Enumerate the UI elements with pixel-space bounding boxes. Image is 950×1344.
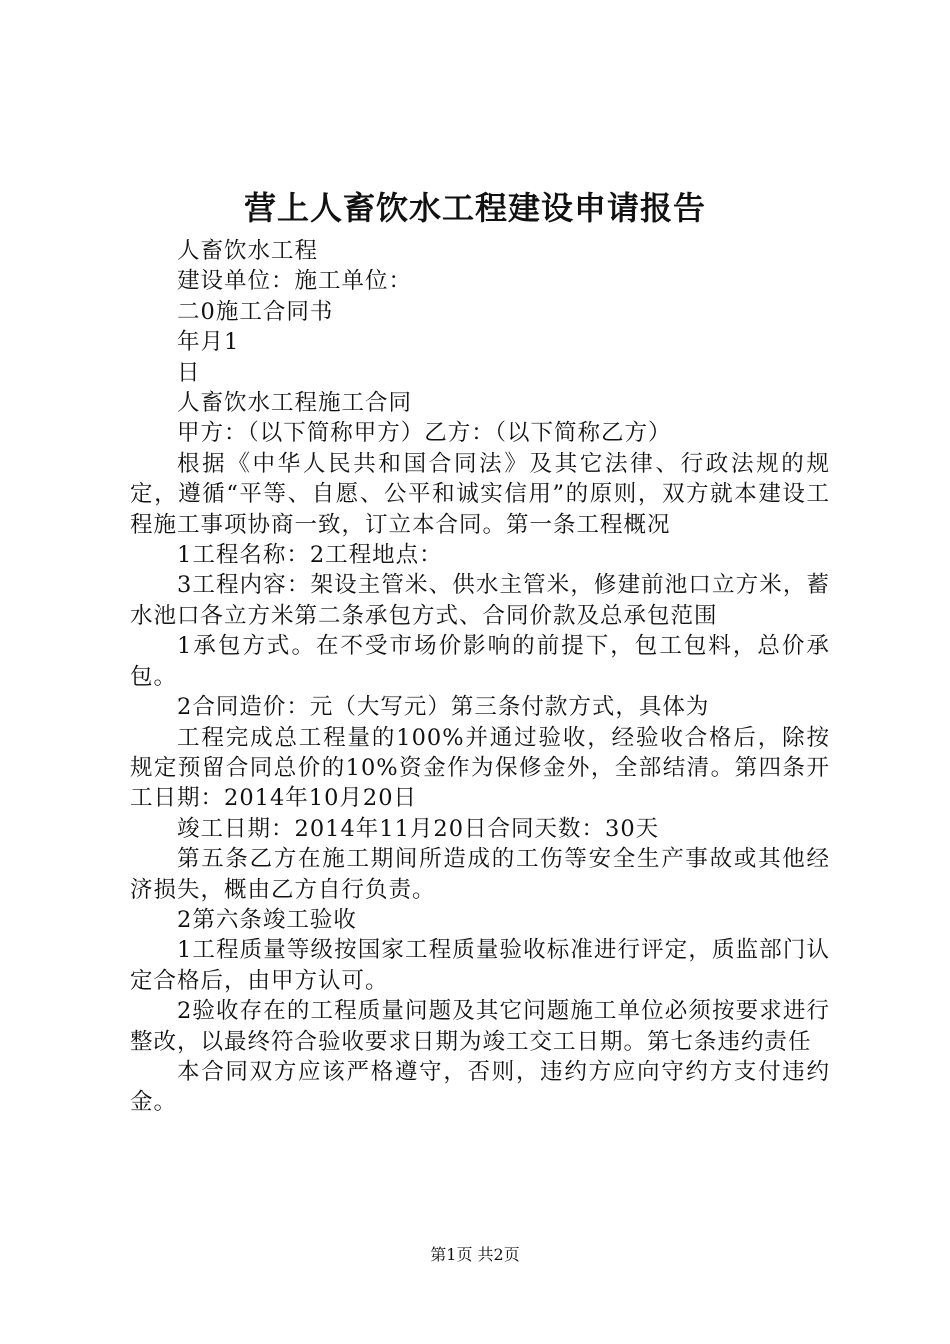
paragraph: 1工程质量等级按国家工程质量验收标准进行评定，质监部门认定合格后，由甲方认可。 (130, 937, 830, 994)
paragraph: 本合同双方应该严格遵守，否则，违约方应向守约方支付违约金。 (130, 1058, 830, 1116)
paragraph: 甲方：（以下简称甲方）乙方：（以下简称乙方） (177, 420, 672, 447)
document-title: 营上人畜饮水工程建设申请报告 (243, 189, 706, 227)
paragraph: 日 (177, 359, 201, 386)
document-body (130, 236, 830, 1118)
paragraph: 人畜饮水工程 (177, 238, 319, 264)
paragraph: 1承包方式。在不受市场价影响的前提下，包工包料，总价承包。 (130, 633, 830, 690)
paragraph: 二0施工合同书 (177, 298, 334, 325)
paragraph: 第五条乙方在施工期间所造成的工伤等安全生产事故或其他经济损失，概由乙方自行负责。 (130, 846, 830, 903)
paragraph: 3工程内容：架设主管米、供水主管米，修建前池口立方米，蓄水池口各立方米第二条承包方式、合同价款及总承包范围 (130, 572, 830, 629)
paragraph: 根据《中华人民共和国合同法》及其它法律、行政法规的规定，遵循“平等、自愿、公平和诚实信用”的原则，双方就本建设工程施工事项协商一致，订立本合同。第一条工程概况 (130, 450, 830, 538)
paragraph: 2合同造价：元（大写元）第三条付款方式，具体为 (177, 694, 710, 721)
paragraph: 竣工日期：2014年11月20日合同天数：30天 (177, 815, 660, 842)
page-indicator: 第1页 共2页 (430, 1245, 520, 1264)
paragraph: 2验收存在的工程质量问题及其它问题施工单位必须按要求进行整改，以最终符合验收要求日期为竣工交工日期。第七条违约责任 (130, 998, 830, 1055)
paragraph: 人畜饮水工程施工合同 (177, 390, 413, 417)
paragraph: 1工程名称：2工程地点： (177, 542, 443, 569)
paragraph: 建设单位：施工单位： (177, 268, 413, 295)
paragraph: 工程完成总工程量的100%并通过验收，经验收合格后，除按规定预留合同总价的10%资金作为保修金外，全部结清。第四条开工日期：2014年10月20日 (130, 724, 830, 812)
paragraph: 年月1 (177, 329, 240, 356)
paragraph: 2第六条竣工验收 (177, 906, 357, 933)
